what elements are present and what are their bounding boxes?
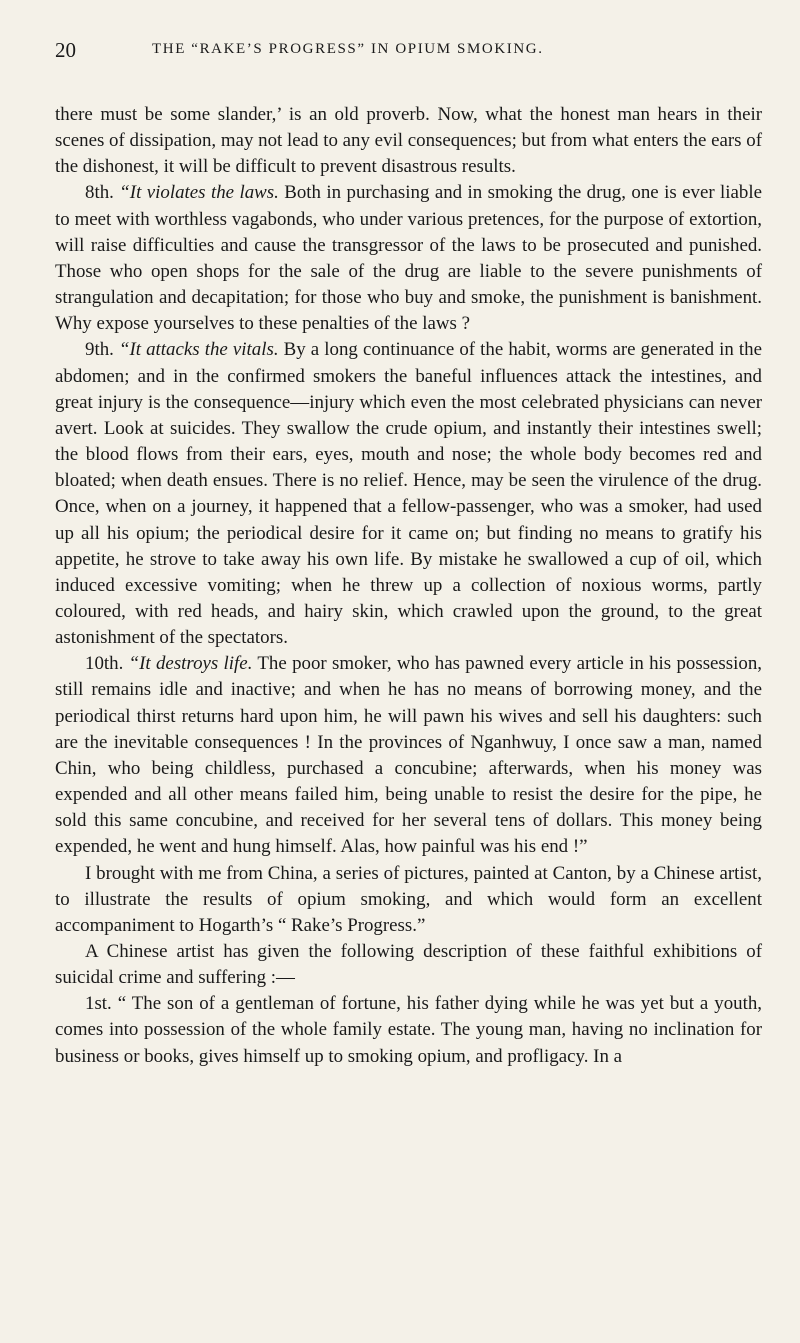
paragraph-italic-heading: “It violates the laws. [119, 182, 279, 204]
paragraph-text: there must be some slander,’ is an old proverb. Now, what the honest man hears in their scenes of dissipation, may not lead to any evil consequences; but from what enters the ears of the dishonest, it will be difficult to prevent disastrous results. [55, 104, 762, 178]
paragraph-text: 1st. “ The son of a gentleman of fortune, his father dying while he was yet but a youth, comes into possession of the whole family estate. The young man, having no inclination for business or books, gives himself up to smoking opium, and profligacy. In a [55, 993, 762, 1067]
paragraph-text: I brought with me from China, a series of pictures, painted at Canton, by a Chinese artist, to illustrate the results of opium smoking, and which would form an excellent accompaniment to Hogarth’s “ Rake’s Progress.” [55, 862, 762, 936]
paragraph-italic-heading: “It destroys life. [128, 653, 253, 675]
paragraph-eighth-reason [55, 180, 762, 337]
paragraph-text: A Chinese artist has given the following description of these faithful exhibitions of suicidal crime and suffering :— [55, 941, 762, 989]
paragraph-lead: 10th. [85, 653, 129, 675]
body-text [55, 102, 762, 1070]
paragraph-italic-heading: “It attacks the vitals. [118, 339, 279, 361]
paragraph-lead: 9th. [85, 339, 119, 361]
paragraph-lead: 8th. [85, 182, 120, 204]
paragraph-continuation [55, 102, 762, 180]
paragraph-text: The poor smoker, who has pawned every article in his possession, still remains idle and inactive; and when he has no means of borrowing money, and the periodical thirst returns hard upon him, he will pawn his wives and sell his daughters: such are the inevitable consequences ! In the provinces of Nganhwuy, I once saw a man, named Chin, who being childless, purchased a concubine; afterwards, when his money was expended and all other means failed him, being unable to resist the desire for the pipe, he sold this same concubine, and received for her several tens of dollars. This money being expended, he went and hung himself. Alas, how painful was his end !” [55, 653, 762, 858]
paragraph-first-picture [55, 991, 762, 1069]
paragraph-pictures-note [55, 861, 762, 939]
page-number: 20 [55, 38, 76, 62]
paragraph-ninth-reason [55, 337, 762, 651]
running-head: THE “RAKE’S PROGRESS” IN OPIUM SMOKING. [152, 41, 544, 57]
page-header [55, 38, 762, 70]
paragraph-text: By a long continuance of the habit, worms are generated in the abdomen; and in the confirmed smokers the baneful influences attack the intestines, and great injury is the consequence—injury which even the most celebrated physicians can never avert. Look at suicides. They swallow the crude opium, and instantly their intestines swell; the blood flows from their ears, eyes, mouth and nose; the whole body becomes red and bloated; when death ensues. There is no relief. Hence, may be seen the virulence of the drug. Once, when on a journey, it happened that a fellow-passenger, who was a smoker, had used up all his opium; the periodical desire for it came on; but finding no means to gratify his appetite, he strove to take away his own life. By mistake he swallowed a cup of oil, which induced excessive vomiting; when he threw up a collection of noxious worms, partly coloured, with red heads, and hairy skin, which crawled upon the ground, to the great astonishment of the spectators. [55, 339, 762, 649]
paragraph-text: Both in purchasing and in smoking the drug, one is ever liable to meet with worthless vagabonds, who under various pretences, for the purpose of extortion, will raise difficulties and cause the transgressor of the laws to be prosecuted and punished. Those who open shops for the sale of the drug are liable to the severe punishments of strangulation and decapitation; for those who buy and smoke, the punishment is banishment. Why expose yourselves to these penalties of the laws ? [55, 182, 762, 335]
paragraph-artist-description [55, 939, 762, 991]
paragraph-tenth-reason [55, 651, 762, 860]
